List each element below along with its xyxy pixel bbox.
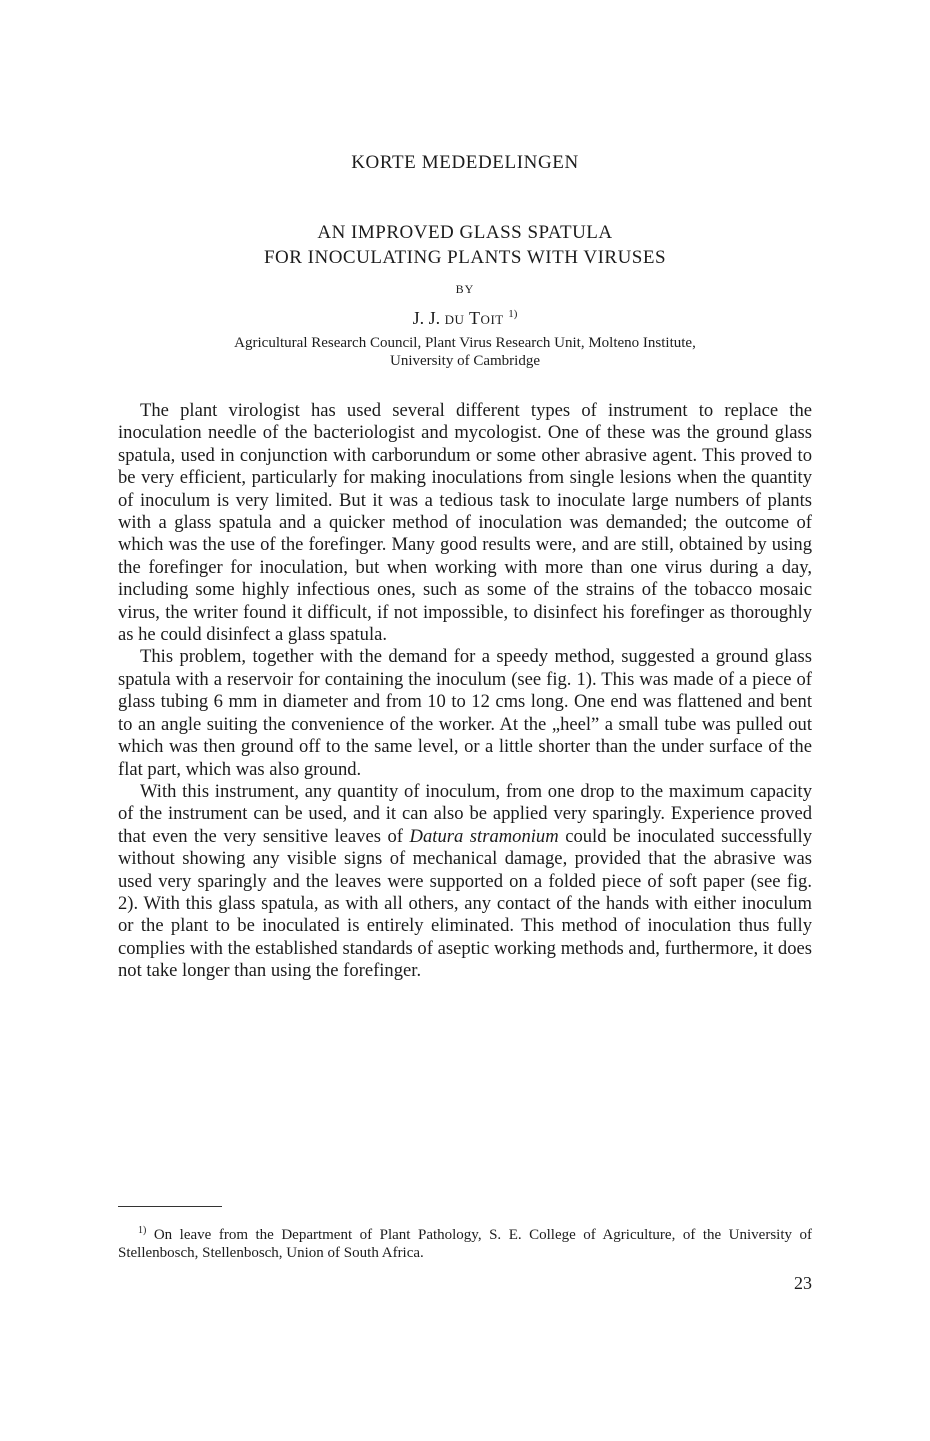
article-body (118, 400, 812, 983)
paragraph-3-part-1: With this instrument, any quantity of inoculum, from one drop to the maximum capacity of the instrument can be used, and it can also be applied very sparingly. Experience proved that even the very sensitive leaves of (118, 780, 812, 847)
page-number: 23 (794, 1273, 812, 1293)
affiliation-line-1: Agricultural Research Council, Plant Virus Research Unit, Molteno Institute, (234, 335, 696, 351)
footnote-marker: 1) (138, 1225, 147, 1236)
paragraph-3-part-2: could be inoculated successfully without showing any visible signs of mechanical damage, provided that the abrasive was used very sparingly and the leaves were supported on a folded piece of soft paper (see fig. 2). With this glass spatula, as with all others, any contact of the hands with either inoculum or the plant to be inoculated is entirely eliminated. This method of inoculation thus fully complies with the established standards of aseptic working methods and, furthermore, it does not take longer than using the forefinger. (118, 825, 813, 982)
byline-label: BY (455, 282, 475, 296)
section-heading: KORTE MEDEDELINGEN (351, 152, 579, 173)
title-line-1: AN IMPROVED GLASS SPATULA (317, 222, 613, 243)
affiliation-line-2: University of Cambridge (390, 353, 540, 369)
paragraph-1: The plant virologist has used several different types of instrument to replace the inoculation needle of the bacteriologist and mycologist. One of these was the ground glass spatula, used in conjunction with carborundum or some other abrasive agent. This proved to be very efficient, particularly for making inoculations from single lesions when the quantity of inoculum is very limited. But it was a tedious task to inoculate large numbers of plants with a glass spatula and a quicker method of inoculation was demanded; the outcome of which was the use of the forefinger. Many good results were, and are still, obtained by using the forefinger for inoculation, but when working with more than one virus during a day, including some highly infectious ones, such as some of the strains of the tobacco mosaic virus, the writer found it difficult, if not impossible, to disinfect his forefinger as thoroughly as he could disinfect a glass spatula. (118, 400, 812, 646)
author-initials: J. J. (412, 308, 445, 328)
species-name: Datura stramonium (409, 825, 559, 847)
paragraph-3 (118, 781, 812, 983)
article-title (0, 220, 930, 270)
author-name (0, 308, 930, 329)
footnote-divider (118, 1206, 222, 1207)
footnote-text: On leave from the Department of Plant Pathology, S. E. College of Agriculture, of the University of Stellenbosch, Stellenbosch, Union of South Africa. (118, 1227, 812, 1261)
footnote (118, 1222, 812, 1262)
author-footnote-marker: 1) (508, 308, 518, 320)
title-line-2: FOR INOCULATING PLANTS WITH VIRUSES (263, 247, 667, 268)
author-surname: du Toit (444, 308, 504, 328)
author-affiliation (0, 334, 930, 370)
paragraph-2: This problem, together with the demand for a speedy method, suggested a ground glass spatula with a reservoir for containing the inoculum (see fig. 1). This was made of a piece of glass tubing 6 mm in diameter and from 10 to 12 cms long. One end was flattened and bent to an angle suiting the convenience of the worker. At the „heel” a small tube was pulled out which was then ground off to the same level, or a little shorter than the under surface of the flat part, which was also ground. (118, 646, 812, 780)
